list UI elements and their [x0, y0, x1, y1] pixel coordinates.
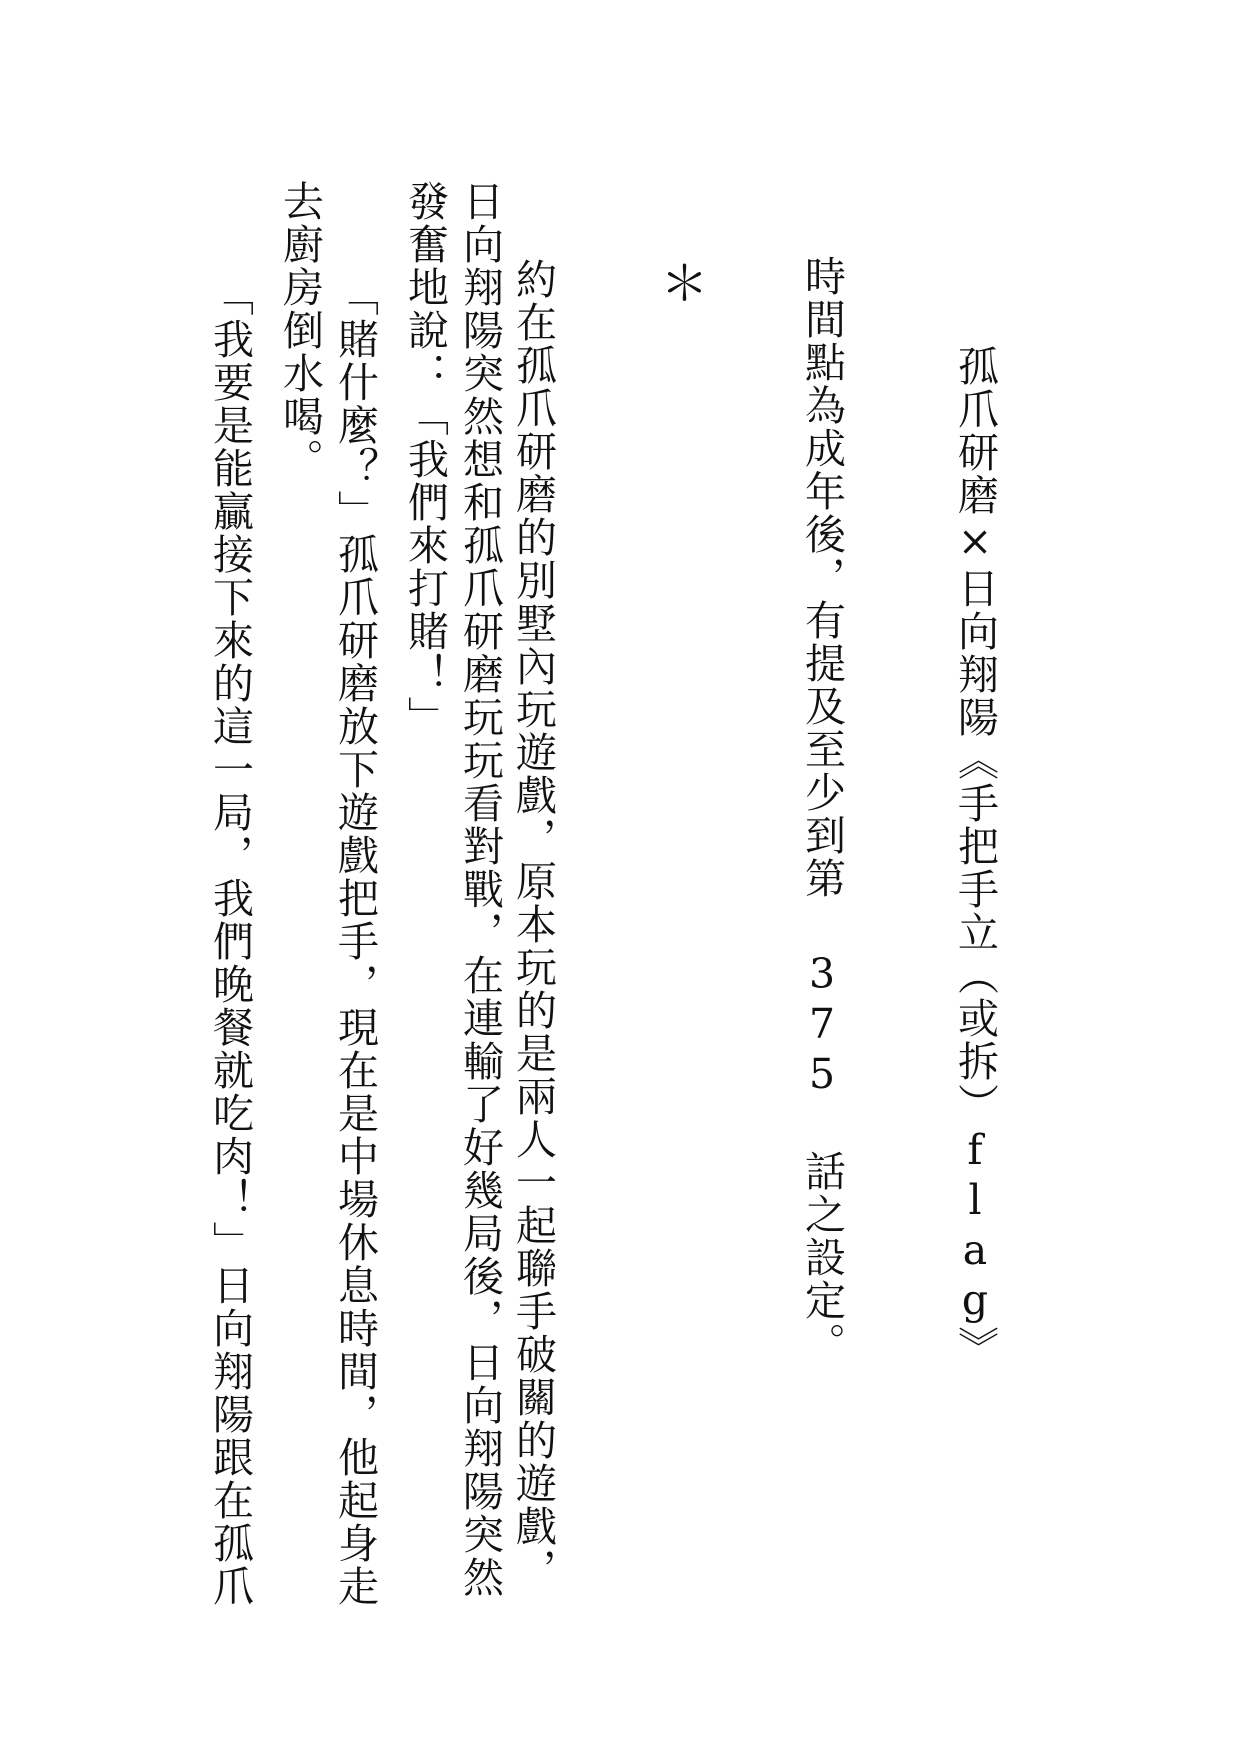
body-line-1: 約在孤爪研磨的別墅內玩遊戲，原本玩的是兩人一起聯手破關的遊戲，	[509, 258, 557, 1591]
setting-note: 時間點為成年後，有提及至少到第 375 話之設定。	[798, 255, 846, 1365]
body-line-3: 發奮地說：「我們來打賭！」	[401, 180, 449, 739]
body-line-5: 去廚房倒水喝。	[276, 180, 324, 481]
body-line-2: 日向翔陽突然想和孤爪研磨玩玩看對戰，在連輸了好幾局後，日向翔陽突然	[456, 180, 504, 1599]
body-line-4: 「賭什麼？」孤爪研磨放下遊戲把手，現在是中場休息時間，他起身走	[331, 275, 379, 1608]
section-separator: ＊	[652, 258, 708, 308]
document-title: 孤爪研磨×日向翔陽《手把手立（或拆）flag》	[951, 345, 999, 1369]
body-line-6: 「我要是能贏接下來的這一局，我們晚餐就吃肉！」日向翔陽跟在孤爪	[206, 275, 254, 1608]
